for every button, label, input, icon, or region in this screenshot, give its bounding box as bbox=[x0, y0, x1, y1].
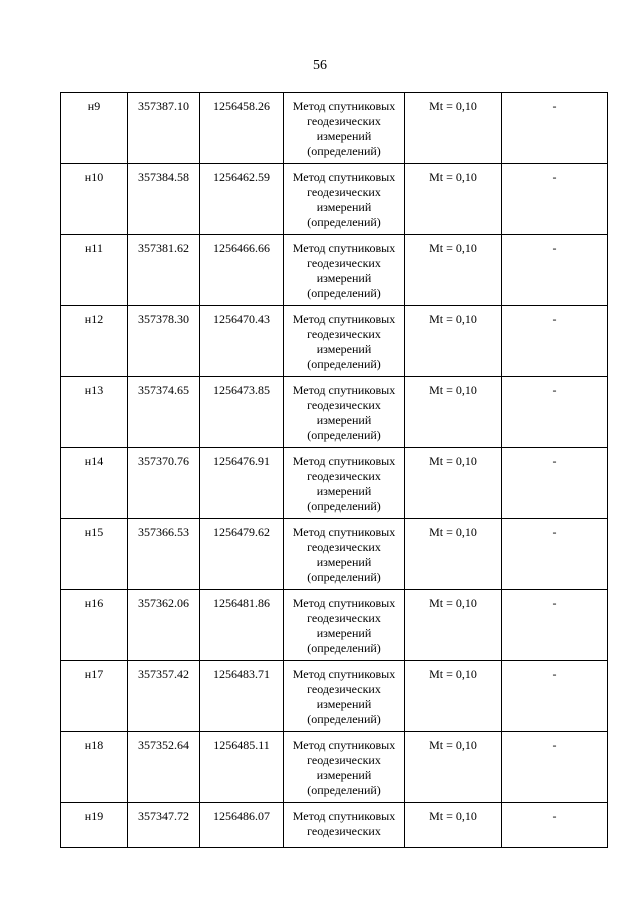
table-row bbox=[61, 377, 608, 448]
y-coordinate-cell: 1256486.07 bbox=[200, 803, 284, 848]
table-row bbox=[61, 661, 608, 732]
accuracy-cell: Mt = 0,10 bbox=[405, 590, 502, 661]
y-coordinate-cell: 1256485.11 bbox=[200, 732, 284, 803]
y-coordinate-cell: 1256473.85 bbox=[200, 377, 284, 448]
note-cell: - bbox=[502, 803, 608, 848]
accuracy-cell: Mt = 0,10 bbox=[405, 164, 502, 235]
note-cell: - bbox=[502, 306, 608, 377]
note-cell: - bbox=[502, 519, 608, 590]
x-coordinate-cell: 357352.64 bbox=[128, 732, 200, 803]
y-coordinate-cell: 1256483.71 bbox=[200, 661, 284, 732]
x-coordinate-cell: 357384.58 bbox=[128, 164, 200, 235]
note-cell: - bbox=[502, 732, 608, 803]
table-row bbox=[61, 306, 608, 377]
page-number: 56 bbox=[313, 58, 327, 73]
x-coordinate-cell: 357378.30 bbox=[128, 306, 200, 377]
method-text: Метод спутниковых геодезических измерений (определений) bbox=[292, 170, 396, 229]
x-coordinate-cell: 357381.62 bbox=[128, 235, 200, 306]
note-cell: - bbox=[502, 235, 608, 306]
point-name-cell: н19 bbox=[61, 803, 128, 848]
table-row bbox=[61, 448, 608, 519]
method-cell bbox=[284, 661, 405, 732]
method-text: Метод спутниковых геодезических измерений (определений) bbox=[292, 454, 396, 513]
note-cell: - bbox=[502, 661, 608, 732]
y-coordinate-cell: 1256458.26 bbox=[200, 93, 284, 164]
x-coordinate-cell: 357357.42 bbox=[128, 661, 200, 732]
point-name-cell: н11 bbox=[61, 235, 128, 306]
method-text: Метод спутниковых геодезических измерений (определений) bbox=[292, 383, 396, 442]
method-text: Метод спутниковых геодезических измерений (определений) bbox=[292, 667, 396, 726]
method-text: Метод спутниковых геодезических измерений (определений) bbox=[292, 596, 396, 655]
x-coordinate-cell: 357347.72 bbox=[128, 803, 200, 848]
x-coordinate-cell: 357370.76 bbox=[128, 448, 200, 519]
x-coordinate-cell: 357366.53 bbox=[128, 519, 200, 590]
point-name-cell: н17 bbox=[61, 661, 128, 732]
table-row bbox=[61, 519, 608, 590]
method-cell bbox=[284, 164, 405, 235]
point-name-cell: н10 bbox=[61, 164, 128, 235]
point-name-cell: н16 bbox=[61, 590, 128, 661]
y-coordinate-cell: 1256479.62 bbox=[200, 519, 284, 590]
method-cell bbox=[284, 235, 405, 306]
point-name-cell: н9 bbox=[61, 93, 128, 164]
accuracy-cell: Mt = 0,10 bbox=[405, 519, 502, 590]
point-name-cell: н18 bbox=[61, 732, 128, 803]
x-coordinate-cell: 357374.65 bbox=[128, 377, 200, 448]
table-row bbox=[61, 93, 608, 164]
point-name-cell: н13 bbox=[61, 377, 128, 448]
table-row bbox=[61, 164, 608, 235]
x-coordinate-cell: 357387.10 bbox=[128, 93, 200, 164]
accuracy-cell: Mt = 0,10 bbox=[405, 803, 502, 848]
note-cell: - bbox=[502, 448, 608, 519]
note-cell: - bbox=[502, 93, 608, 164]
table-row bbox=[61, 732, 608, 803]
method-cell bbox=[284, 732, 405, 803]
method-text: Метод спутниковых геодезических измерений (определений) bbox=[292, 241, 396, 300]
accuracy-cell: Mt = 0,10 bbox=[405, 93, 502, 164]
note-cell: - bbox=[502, 164, 608, 235]
y-coordinate-cell: 1256466.66 bbox=[200, 235, 284, 306]
point-name-cell: н15 bbox=[61, 519, 128, 590]
points-table bbox=[60, 92, 608, 848]
y-coordinate-cell: 1256481.86 bbox=[200, 590, 284, 661]
method-text: Метод спутниковых геодезических измерений (определений) bbox=[292, 312, 396, 371]
accuracy-cell: Mt = 0,10 bbox=[405, 732, 502, 803]
method-cell bbox=[284, 448, 405, 519]
note-cell: - bbox=[502, 590, 608, 661]
method-cell bbox=[284, 519, 405, 590]
y-coordinate-cell: 1256462.59 bbox=[200, 164, 284, 235]
method-text: Метод спутниковых геодезических измерений (определений) bbox=[292, 99, 396, 158]
table-row bbox=[61, 235, 608, 306]
method-cell bbox=[284, 590, 405, 661]
y-coordinate-cell: 1256476.91 bbox=[200, 448, 284, 519]
note-cell: - bbox=[502, 377, 608, 448]
table-row bbox=[61, 803, 608, 848]
method-text: Метод спутниковых геодезических измерений (определений) bbox=[292, 738, 396, 797]
accuracy-cell: Mt = 0,10 bbox=[405, 448, 502, 519]
point-name-cell: н14 bbox=[61, 448, 128, 519]
accuracy-cell: Mt = 0,10 bbox=[405, 661, 502, 732]
method-cell bbox=[284, 803, 405, 848]
accuracy-cell: Mt = 0,10 bbox=[405, 306, 502, 377]
method-cell bbox=[284, 93, 405, 164]
point-name-cell: н12 bbox=[61, 306, 128, 377]
method-cell bbox=[284, 306, 405, 377]
accuracy-cell: Mt = 0,10 bbox=[405, 377, 502, 448]
method-text: Метод спутниковых геодезических измерений (определений) bbox=[292, 525, 396, 584]
points-table-body bbox=[61, 93, 608, 848]
table-row bbox=[61, 590, 608, 661]
y-coordinate-cell: 1256470.43 bbox=[200, 306, 284, 377]
accuracy-cell: Mt = 0,10 bbox=[405, 235, 502, 306]
method-text: Метод спутниковых геодезических bbox=[292, 809, 396, 838]
method-cell bbox=[284, 377, 405, 448]
x-coordinate-cell: 357362.06 bbox=[128, 590, 200, 661]
